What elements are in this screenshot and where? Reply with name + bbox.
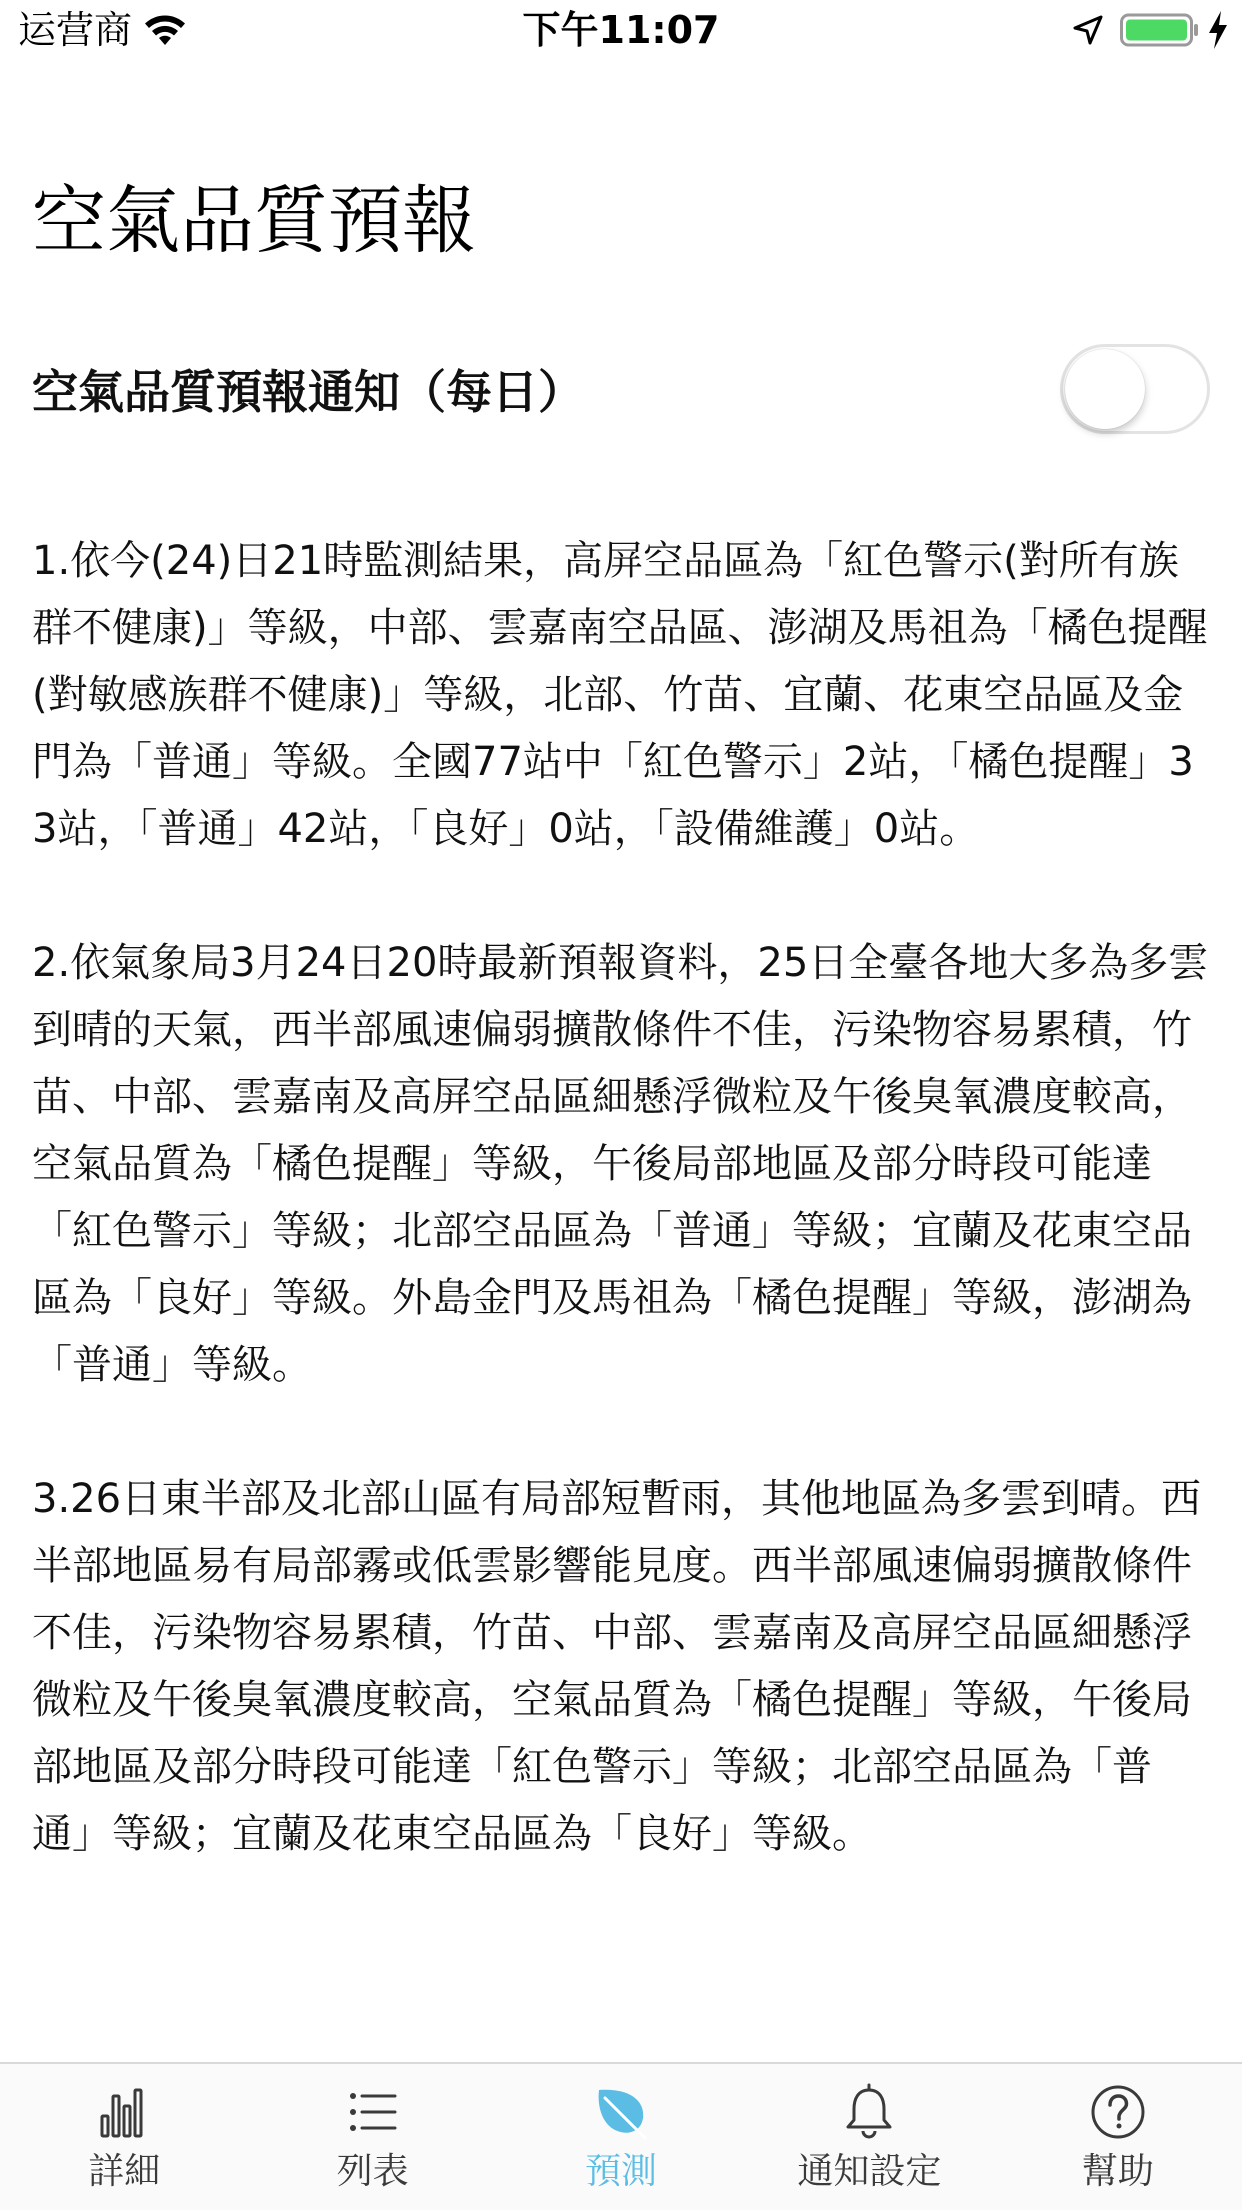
battery-icon <box>1120 12 1200 48</box>
tab-notification-settings[interactable] <box>745 2064 993 2210</box>
forecast-paragraph-3: 3.26日東半部及北部山區有局部短暫雨，其他地區為多雲到晴。西半部地區易有局部霧或低雲影響能見度。西半部風速偏弱擴散條件不佳，污染物容易累積，竹苗、中部、雲嘉南及高屏空品區細懸浮微粒及午後臭氧濃度較高，空氣品質為「橘色提醒」等級，午後局部地區及部分時段可能達「紅色警示」等級；北部空品區為「普通」等級；宜蘭及花東空品區為「良好」等級。 <box>32 1476 1202 1857</box>
forecast-body <box>32 528 1210 1935</box>
tab-list-label: 列表 <box>336 2151 409 2192</box>
list-icon <box>343 2082 403 2142</box>
tab-notification-settings-label: 通知設定 <box>797 2151 942 2192</box>
tab-bar <box>0 2062 1242 2210</box>
notification-toggle-label: 空氣品質預報通知（每日） <box>32 365 584 419</box>
tab-list[interactable] <box>248 2064 496 2210</box>
charging-bolt-icon <box>1206 10 1230 50</box>
toggle-knob <box>1065 349 1145 429</box>
forecast-paragraph-2: 2.依氣象局3月24日20時最新預報資料，25日全臺各地大多為多雲到晴的天氣，西半部風速偏弱擴散條件不佳，污染物容易累積，竹苗、中部、雲嘉南及高屏空品區細懸浮微粒及午後臭氧濃度較高，空氣品質為「橘色提醒」等級，午後局部地區及部分時段可能達「紅色警示」等級；北部空品區為「普通」等級；宜蘭及花東空品區為「良好」等級。外島金門及馬祖為「橘色提醒」等級，澎湖為「普通」等級。 <box>32 940 1209 1388</box>
bar-chart-icon <box>94 2082 154 2142</box>
status-time: 下午11:07 <box>522 8 720 52</box>
tab-forecast-label: 預測 <box>585 2151 658 2192</box>
location-arrow-icon <box>1072 14 1104 46</box>
leaf-icon <box>591 2082 651 2142</box>
tab-help[interactable] <box>994 2064 1242 2210</box>
page-title: 空氣品質預報 <box>32 178 476 264</box>
status-carrier: 运营商 <box>18 8 133 52</box>
tab-details[interactable] <box>0 2064 248 2210</box>
daily-notification-toggle[interactable] <box>1060 344 1210 434</box>
forecast-paragraph-1: 1.依今(24)日21時監測結果，高屏空品區為「紅色警示(對所有族群不健康)」等級，中部、雲嘉南空品區、澎湖及馬祖為「橘色提醒(對敏感族群不健康)」等級，北部、竹苗、宜蘭、花東空品區及金門為「普通」等級。全國77站中「紅色警示」2站，「橘色提醒」33站，「普通」42站，「良好」0站，「設備維護」0站。 <box>32 538 1208 852</box>
tab-details-label: 詳細 <box>88 2151 161 2192</box>
help-circle-icon <box>1088 2082 1148 2142</box>
bell-icon <box>839 2082 899 2142</box>
tab-forecast[interactable] <box>497 2064 745 2210</box>
status-bar <box>0 0 1242 60</box>
tab-help-label: 幫助 <box>1081 2151 1154 2192</box>
